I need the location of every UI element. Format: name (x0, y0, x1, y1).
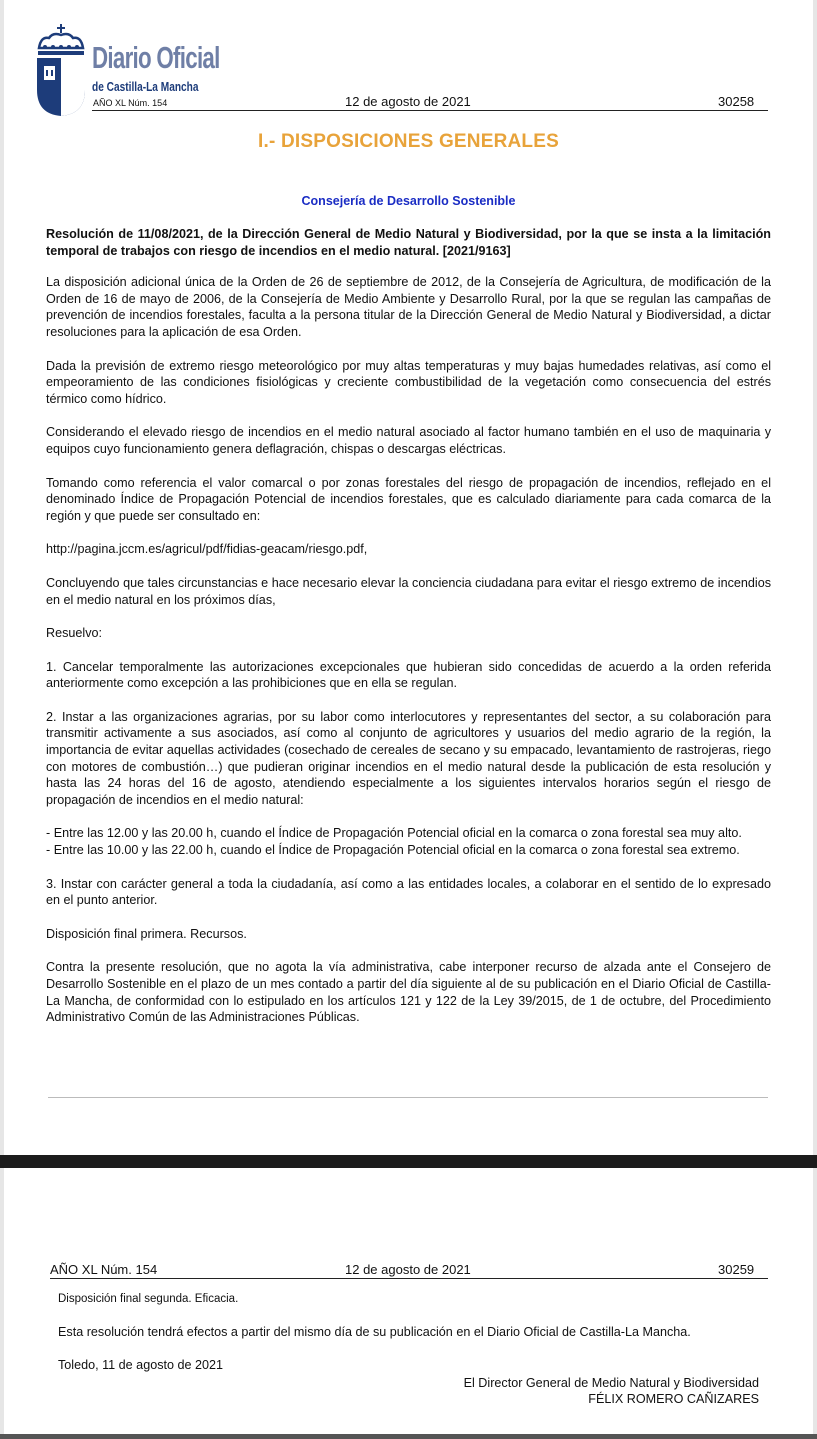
signer-name: FÉLIX ROMERO CAÑIZARES (588, 1392, 759, 1406)
paragraph: Contra la presente resolución, que no agota la vía administrativa, cabe interponer recurso de alzada ante el Consejero de Desarrollo Sostenible en el plazo de un mes contado a partir del día siguiente al de su publicación en el Diario Oficial de Castilla- La Mancha, de conformidad con lo estipulado en los artículos 121 y 122 de la Ley 39/2015, de 1 de octubre, del Procedimiento Administrativo Común de las Administraciones Públicas. (46, 960, 771, 1025)
efficacy-text: Esta resolución tendrá efectos a partir del mismo día de su publicación en el Diario Oficial de Castilla-La Mancha. (58, 1325, 691, 1339)
issue-number: AÑO XL Núm. 154 (93, 98, 168, 108)
document-page-2 (0, 1168, 817, 1439)
page-divider (0, 1155, 817, 1168)
page-number: 30259 (718, 1262, 755, 1277)
paragraph: Considerando el elevado riesgo de incendios en el medio natural asociado al factor humano también en el uso de maquinaria y equipos cuyo funcionamiento genera deflagración, chispas o descargas eléctricas. (46, 425, 771, 456)
section-title: I.- DISPOSICIONES GENERALES (257, 131, 559, 152)
logo-subtitle: de Castilla-La Mancha (92, 79, 199, 94)
bottom-bar (0, 1434, 817, 1439)
end-rule (48, 1097, 768, 1098)
resolution-body (46, 226, 771, 1043)
final-provision-heading: Disposición final segunda. Eficacia. (58, 1293, 239, 1305)
department-name: Consejería de Desarrollo Sostenible (301, 194, 516, 208)
page-edge-left (0, 0, 4, 1155)
place-date: Toledo, 11 de agosto de 2021 (58, 1358, 224, 1372)
signer-title: El Director General de Medio Natural y Biodiversidad (463, 1376, 759, 1390)
paragraph: Dada la previsión de extremo riesgo meteorológico por muy altas temperaturas y muy bajas humedades relativas, así como el empeoramiento de las condiciones fisiológicas y creciente combustibilidad de la vegetación como consecuencia del estrés térmico como hídrico. (46, 358, 771, 406)
paragraph: 2. Instar a las organizaciones agrarias, por su labor como interlocutores y representantes del sector, a su colaboración para transmitir activamente a sus asociados, así como al conjunto de agricultores y usuarios del medio agrario de la región, la importancia de evitar aquellas actividades (cosechado de cereales de secano y su empacado, levantamiento de rastrojeras, riego con motores de combustión…) que pudieran originar incendios en el medio natural desde la publicación de esta resolución y hasta las 24 horas del 16 de agosto, atendiendo especialmente a los siguientes intervalos horarios según el riesgo de propagación de incendios en el medio natural: (46, 709, 771, 807)
issue-date: 12 de agosto de 2021 (345, 94, 471, 109)
header-rule (50, 1278, 768, 1279)
paragraph: Disposición final primera. Recursos. (46, 926, 247, 941)
paragraph: La disposición adicional única de la Orden de 26 de septiembre de 2012, de la Consejería de Agricultura, de modificación de la Orden de 16 de mayo de 2006, de la Consejería de Medio Ambiente y Desarrollo Rural, por la que se regulan las campañas de prevención de incendios forestales, faculta a la persona titular de la Dirección General de Medio Natural y Biodiversidad, a dictar resoluciones para la aplicación de esa Orden. (46, 275, 771, 339)
issue-date: 12 de agosto de 2021 (345, 1262, 471, 1277)
interval-item: - Entre las 12.00 y las 20.00 h, cuando el Índice de Propagación Potencial oficial en la comarca o zona forestal sea muy alto. (46, 826, 742, 841)
page-edge-left (0, 1168, 4, 1439)
paragraph: 1. Cancelar temporalmente las autorizaciones excepcionales que hubieran sido concedidas de acuerdo a la orden referida anteriormente como excepción a las prohibiciones que en ella se regulan. (46, 659, 771, 691)
resolution-title: Resolución de 11/08/2021, de la Dirección General de Medio Natural y Biodiversidad, por la que se insta a la limitación temporal de trabajos con riesgo de incendios en el medio natural. [2021/9163] (46, 227, 771, 258)
page-edge-right (813, 1168, 817, 1439)
header-rule (92, 110, 768, 111)
paragraph: Tomando como referencia el valor comarcal o por zonas forestales del riesgo de propagación de incendios, reflejado en el denominado Índice de Propagación Potencial de incendios forestales, que es calculado diariamente para cada comarca de la región y que puede ser consultado en: (46, 475, 771, 523)
interval-item: - Entre las 10.00 y las 22.00 h, cuando el Índice de Propagación Potencial oficial en la comarca o zona forestal sea extremo. (46, 843, 740, 858)
page-edge-right (813, 0, 817, 1155)
page-number: 30258 (718, 94, 755, 109)
logo-title: Diario Oficial (92, 40, 220, 75)
reference-link[interactable]: http://pagina.jccm.es/agricul/pdf/fidias-geacam/riesgo.pdf, (46, 542, 368, 557)
paragraph: 3. Instar con carácter general a toda la ciudadanía, así como a las entidades locales, a colaborar en el sentido de lo expresado en el punto anterior. (46, 876, 771, 908)
paragraph: Concluyendo que tales circunstancias e hace necesario elevar la conciencia ciudadana para evitar el riesgo extremo de incendios en el medio natural en los próximos días, (46, 575, 771, 607)
coat-of-arms-logo (35, 24, 87, 118)
issue-number: AÑO XL Núm. 154 (50, 1262, 158, 1277)
paragraph: Resuelvo: (46, 626, 103, 641)
